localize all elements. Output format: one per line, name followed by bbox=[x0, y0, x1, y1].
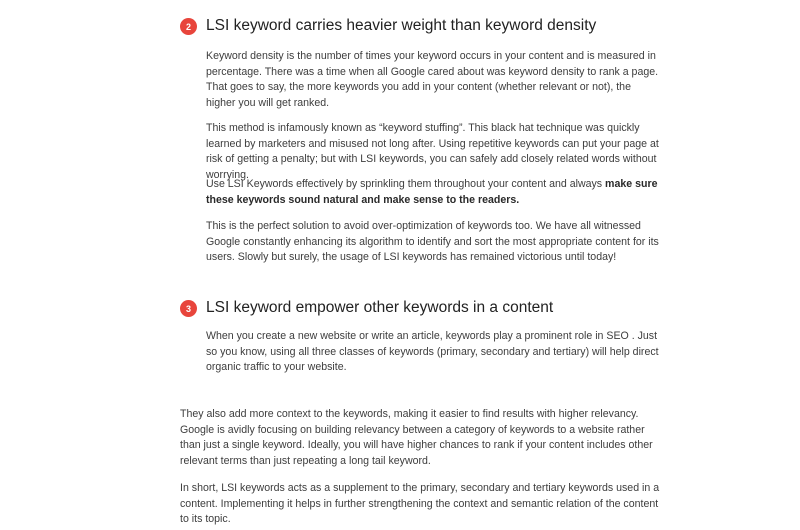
step-number-badge: 2 bbox=[180, 18, 197, 35]
paragraph: Keyword density is the number of times your keyword occurs in your content and is measured in percentage. There was a time when all Google cared about was keyword density to rank a page. That goes to say, the more keywords you add in your content (whether relevant or not), the higher you will get ranked. bbox=[206, 50, 659, 110]
section-title: LSI keyword carries heavier weight than keyword density bbox=[206, 17, 597, 34]
paragraph: This method is infamously known as “keyword stuffing”. This black hat technique was quickly learned by marketers and misused not long after. Using repetitive keywords can put your page at risk of getting a penalty; but with LSI keywords, you can safely add closely related words without worrying. bbox=[206, 122, 659, 182]
paragraph: This is the perfect solution to avoid over-optimization of keywords too. We have all witnessed Google constantly enhancing its algorithm to identify and sort the most appropriate content for its users. Slowly but surely, the usage of LSI keywords has remained victorious until today! bbox=[206, 220, 659, 264]
section-3-heading bbox=[180, 297, 660, 319]
section-2-heading bbox=[180, 15, 660, 37]
step-number-badge: 3 bbox=[180, 300, 197, 317]
paragraph: When you create a new website or write an article, keywords play a prominent role in SEO . Just so you know, using all three classes of keywords (primary, secondary and tertiary) will help direct organic traffic to your website. bbox=[206, 330, 659, 374]
paragraph: They also add more context to the keywords, making it easier to find results with higher relevancy. Google is avidly focusing on building relevancy between a category of keywords to a website rather than just a single keyword. Ideally, you will have higher chances to rank if your content includes other relevant terms than just repeating a long tail keyword. bbox=[180, 408, 653, 468]
section-title: LSI keyword empower other keywords in a content bbox=[206, 299, 554, 316]
bold-emphasis: make sure these keywords sound natural and make sense to the readers. bbox=[206, 178, 658, 206]
paragraph: In short, LSI keywords acts as a supplement to the primary, secondary and tertiary keywords used in a content. Implementing it helps in further strengthening the context and semantic relation of the content to its topic. bbox=[180, 482, 660, 526]
paragraph bbox=[206, 177, 661, 208]
paragraph-text: Use LSI Keywords effectively by sprinkling them throughout your content and always bbox=[206, 178, 606, 190]
